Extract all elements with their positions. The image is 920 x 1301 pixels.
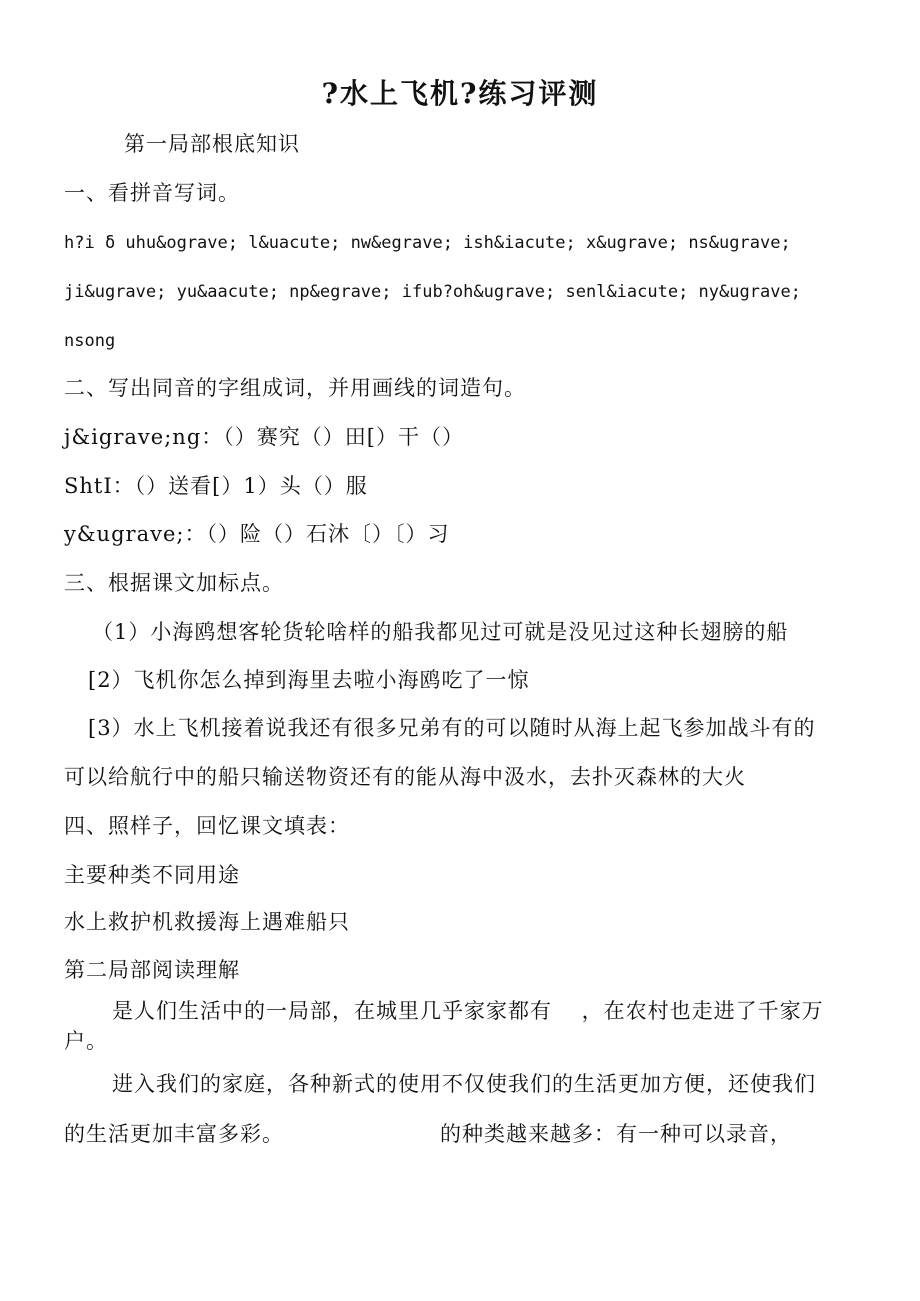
q2-heading: 二、写出同音的字组成词，并用画线的词造句。: [64, 376, 526, 400]
q1-heading: 一、看拼音写词。: [64, 181, 240, 205]
reading-paragraph-2-line-1: 进入我们的家庭，各种新式的使用不仅使我们的生活更加方便，还使我们: [112, 1072, 816, 1096]
q3-heading: 三、根据课文加标点。: [64, 571, 284, 595]
q2-line-1: j&igrave;ng：（）赛究（）田[）干（）: [64, 425, 464, 449]
reading-paragraph-2-line-2b: 的种类越来越多：有一种可以录音，: [440, 1122, 792, 1146]
q2-line-2: ShtI：（）送看[）1）头（）服: [64, 474, 368, 498]
q3-item-1: （1）小海鸥想客轮货轮啥样的船我都见过可就是没见过这种长翅膀的船: [92, 620, 789, 644]
reading-paragraph-1: 是人们生活中的一局部，在城里几乎家家都有 ，在农村也走进了千家万户。: [64, 999, 824, 1053]
part1-heading: 第一局部根底知识: [124, 132, 300, 156]
q1-pinyin-line-3: nsong: [64, 331, 116, 351]
q1-pinyin-line-2: ji&ugrave; yu&aacute; np&egrave; ifub?oh&ugrave; senl&iacute; ny&ugrave;: [64, 282, 801, 302]
q3-item-2: [2）飞机你怎么掉到海里去啦小海鸥吃了一惊: [88, 668, 530, 692]
q3-item-3-line-1: [3）水上飞机接着说我还有很多兄弟有的可以随时从海上起飞参加战斗有的: [88, 716, 816, 740]
reading-paragraph-2-line-2a: 的生活更加丰富多彩。: [64, 1122, 284, 1146]
q4-table-row-example: 水上救护机救援海上遇难船只: [64, 910, 350, 934]
document-title: ?水上飞机?练习评测: [321, 77, 599, 110]
q3-item-3-line-2: 可以给航行中的船只输送物资还有的能从海中汲水，去扑灭森林的大火: [64, 765, 746, 789]
q2-line-3: y&ugrave;：（）险（）石沐〔）〔）习: [64, 522, 450, 546]
q4-heading: 四、照样子，回忆课文填表：: [64, 814, 350, 838]
q4-table-row-header: 主要种类不同用途: [64, 863, 240, 887]
q1-pinyin-line-1: h?i δ uhu&ograve; l&uacute; nw&egrave; ish&iacute; x&ugrave; ns&ugrave;: [64, 233, 791, 253]
part2-heading: 第二局部阅读理解: [64, 958, 240, 982]
